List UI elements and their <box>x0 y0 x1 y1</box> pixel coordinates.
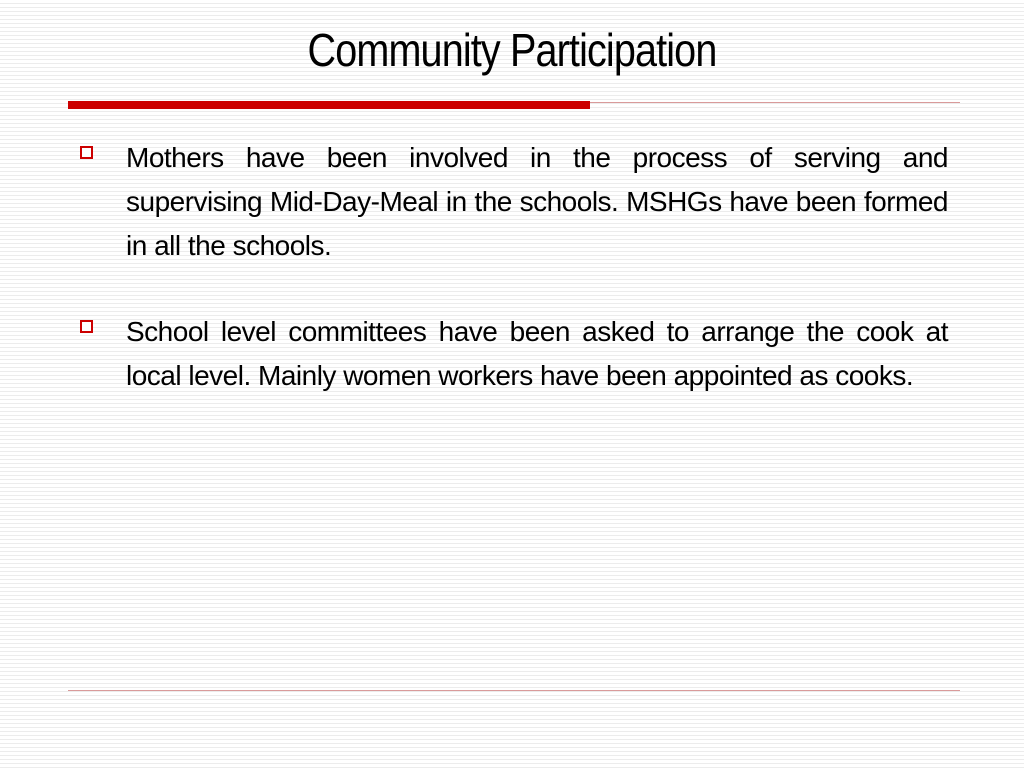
bullet-text: School level committees have been asked to arrange the cook at local level. Mainly women workers have been appointed as cooks. <box>126 316 948 391</box>
square-bullet-icon <box>80 146 93 159</box>
bullet-list <box>80 136 948 440</box>
bullet-item <box>80 136 948 268</box>
square-bullet-icon <box>80 320 93 333</box>
footer-divider <box>68 690 960 691</box>
bullet-text: Mothers have been involved in the process of serving and supervising Mid-Day-Meal in the schools. MSHGs have been formed in all the schools. <box>126 142 948 261</box>
title-divider-thick <box>68 101 590 109</box>
title-divider-thin <box>590 102 960 103</box>
slide-title: Community Participation <box>307 24 717 76</box>
bullet-item <box>80 310 948 398</box>
